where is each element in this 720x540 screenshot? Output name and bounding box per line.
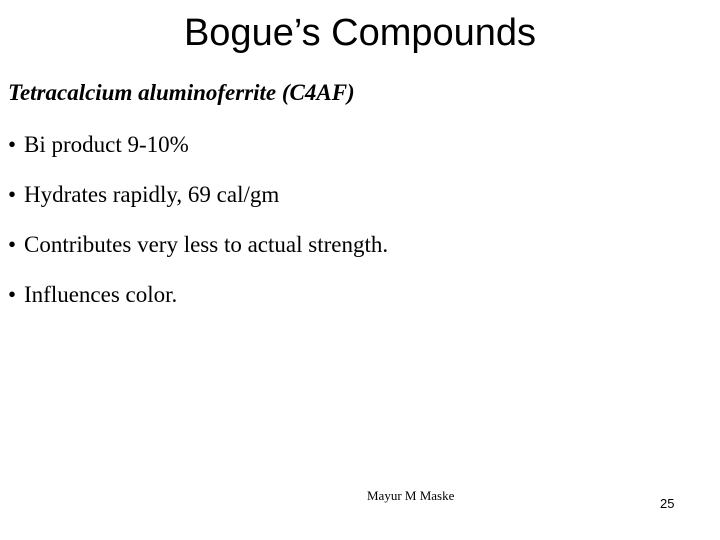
slide-title: Bogue’s Compounds xyxy=(183,12,537,54)
section-heading: Tetracalcium aluminoferrite (C4AF) xyxy=(8,80,355,105)
bullet-item-strength xyxy=(8,225,388,275)
bullet-item-byproduct xyxy=(8,125,388,175)
bullet-list xyxy=(8,125,388,325)
bullet-text: Contributes very less to actual strength. xyxy=(24,232,389,257)
bullet-item-hydration xyxy=(8,175,388,225)
bullet-text: Influences color. xyxy=(24,282,178,307)
bullet-text: Hydrates rapidly, 69 cal/gm xyxy=(24,182,280,207)
bullet-icon: • xyxy=(8,182,17,207)
bullet-icon: • xyxy=(8,232,17,257)
bullet-icon: • xyxy=(8,132,17,157)
bullet-icon: • xyxy=(8,282,17,307)
bullet-item-color xyxy=(8,275,388,325)
footer-author: Mayur M Maske xyxy=(367,488,455,503)
page-number: 25 xyxy=(660,496,675,511)
bullet-text: Bi product 9-10% xyxy=(24,132,189,157)
